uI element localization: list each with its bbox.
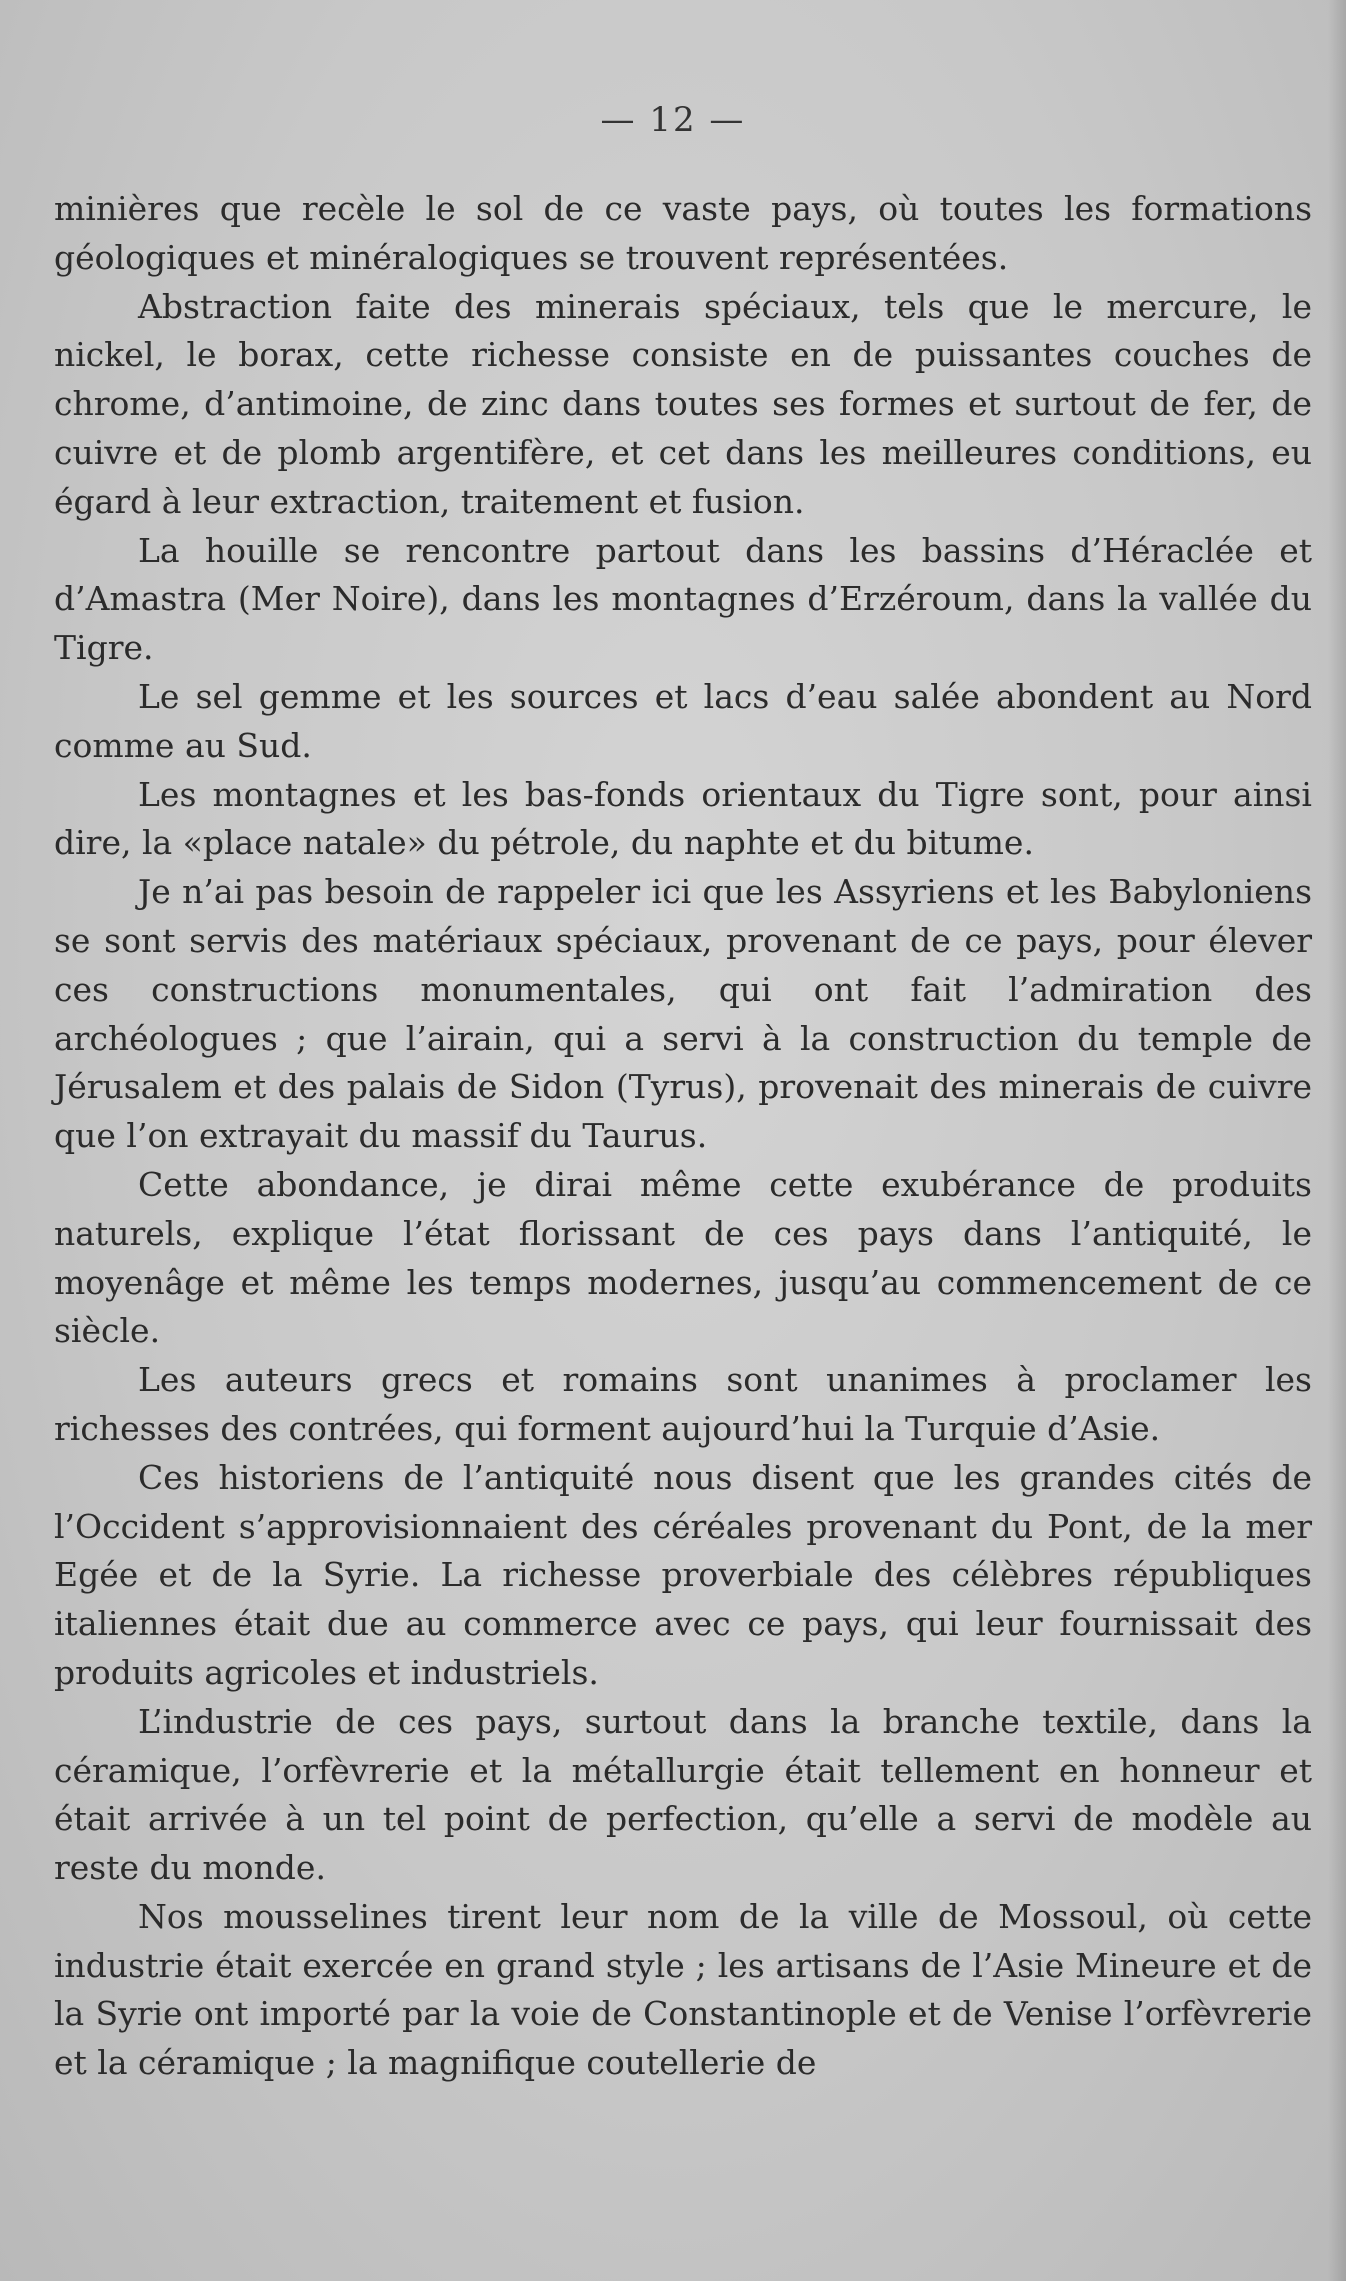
paragraph: Nos mousselines tirent leur nom de la ville de Mossoul, où cette industrie était exercée en grand style ; les artisans de l’Asie Mineure et de la Syrie ont importé par la voie de Constantinople et de Venise l’orfèvrerie et la céramique ; la magnifique coutellerie de — [54, 1896, 1312, 2083]
paragraph: Ces historiens de l’antiquité nous disent que les grandes cités de l’Occident s’approvisionnaient des céréales provenant du Pont, de la mer Egée et de la Syrie. La richesse proverbiale des célèbres républiques italiennes était due au commerce avec ce pays, qui leur fournissait des produits agricoles et industriels. — [54, 1457, 1312, 1692]
page-number: — 12 — — [600, 100, 746, 140]
page-edge-shadow — [1328, 0, 1346, 2281]
paragraph: L’industrie de ces pays, surtout dans la branche textile, dans la céramique, l’orfèvrerie et la métallurgie était tellement en honneur et était arrivée à un tel point de perfection, qu’elle a servi de modèle au reste du monde. — [54, 1701, 1312, 1888]
paragraph: Les montagnes et les bas-fonds orientaux du Tigre sont, pour ainsi dire, la «place natale» du pétrole, du naphte et du bitume. — [54, 774, 1312, 863]
paragraph: Je n’ai pas besoin de rappeler ici que les Assyriens et les Babyloniens se sont servis des matériaux spéciaux, provenant de ce pays, pour élever ces constructions monumentales, qui ont fait l’admiration des archéologues ; que l’airain, qui a servi à la construction du temple de Jérusalem et des palais de Sidon (Tyrus), provenait des minerais de cuivre que l’on extrayait du massif du Taurus. — [54, 872, 1312, 1156]
paragraph: Les auteurs grecs et romains sont unanimes à proclamer les richesses des contrées, qui forment aujourd’hui la Turquie d’Asie. — [54, 1360, 1312, 1448]
paragraph: Le sel gemme et les sources et lacs d’eau salée abondent au Nord comme au Sud. — [54, 676, 1312, 765]
paragraph: minières que recèle le sol de ce vaste pays, où toutes les formations géologiques et minéralogiques se trouvent représentées. — [54, 189, 1312, 277]
paragraph: La houille se rencontre partout dans les bassins d’Héraclée et d’Amastra (Mer Noire), dans les montagnes d’Erzéroum, dans la vallée du Tigre. — [54, 530, 1312, 668]
paragraph: Abstraction faite des minerais spéciaux, tels que le mercure, le nickel, le borax, cette richesse consiste en de puissantes couches de chrome, d’antimoine, de zinc dans toutes ses formes et surtout de fer, de cuivre et de plomb argentifère, et cet dans les meilleures conditions, eu égard à leur extraction, traitement et fusion. — [54, 286, 1312, 521]
body-text — [54, 185, 1312, 2088]
paragraph: Cette abondance, je dirai même cette exubérance de produits naturels, explique l’état florissant de ces pays dans l’antiquité, le moyenâge et même les temps modernes, jusqu’au commencement de ce siècle. — [54, 1164, 1312, 1351]
